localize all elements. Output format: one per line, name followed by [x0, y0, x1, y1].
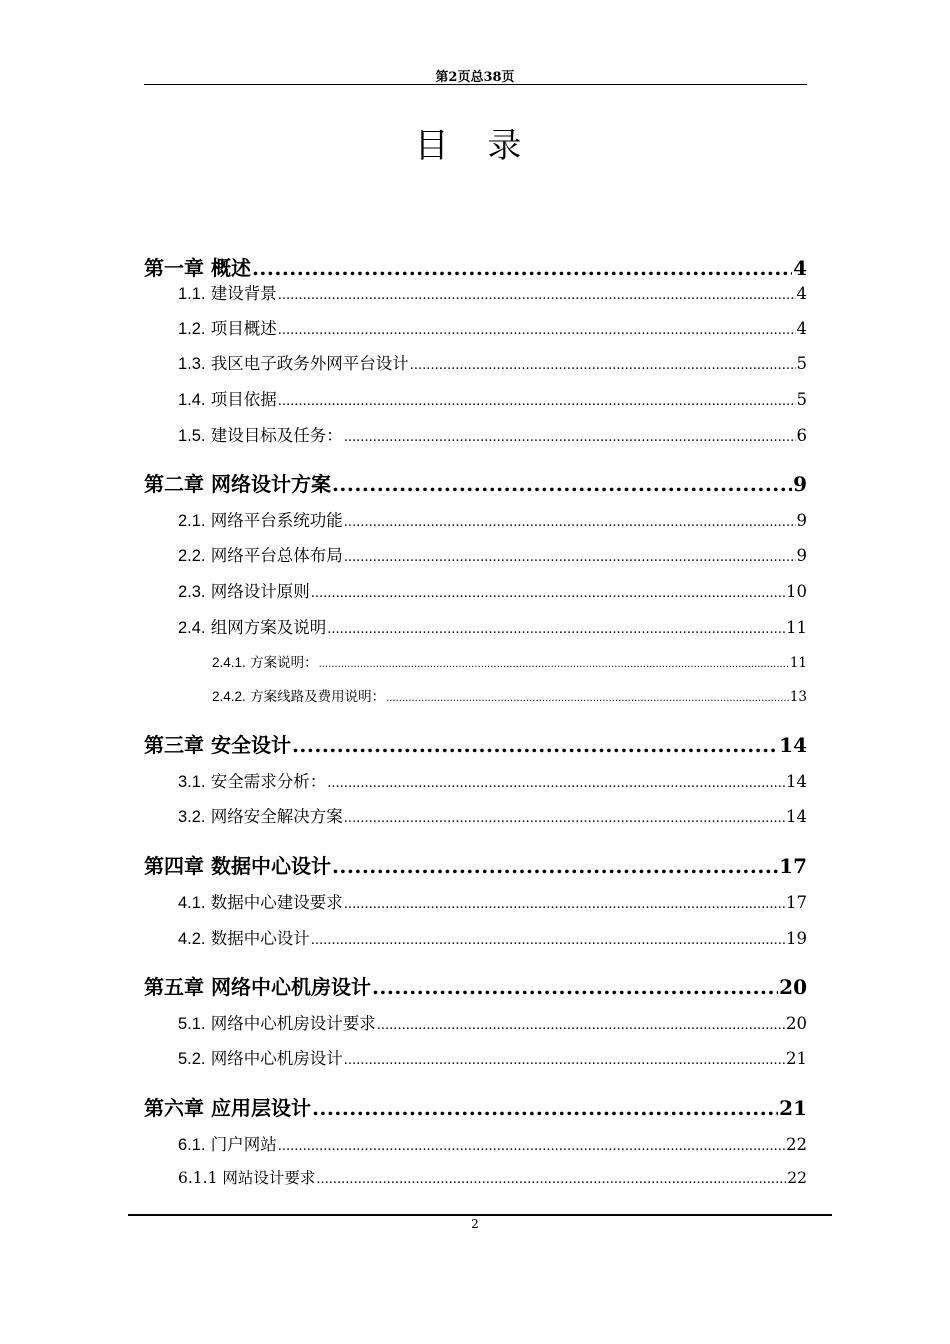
toc-chapter-4[interactable]	[144, 850, 807, 879]
toc-section-3-1[interactable]	[178, 768, 807, 792]
toc-entry-label: 门户网站	[205, 1135, 277, 1154]
toc-leader-dots	[410, 358, 796, 373]
toc-section-6-1[interactable]	[178, 1131, 807, 1155]
toc-page-number: 19	[786, 929, 807, 948]
toc-leader-dots	[278, 323, 796, 338]
toc-section-number: 3.2.	[178, 808, 206, 826]
toc-entry-label: 网络平台系统功能	[205, 511, 343, 530]
toc-entry-label: 网络中心机房设计要求	[205, 1014, 376, 1033]
toc-entry-label: 项目概述	[205, 319, 277, 338]
toc-section-number: 2.3.	[178, 583, 206, 601]
toc-page-number: 22	[787, 1169, 807, 1187]
footer-rule	[128, 1214, 832, 1216]
toc-leader-dots	[311, 933, 785, 948]
toc-page-number: 21	[786, 1049, 807, 1068]
toc-page-number: 9	[796, 511, 807, 530]
toc-entry-label: 数据中心建设要求	[205, 893, 343, 912]
toc-leader-dots	[316, 1172, 786, 1187]
toc-section-number: 2.4.	[178, 619, 206, 637]
toc-section-number: 3.1.	[178, 773, 206, 791]
toc-page-number: 13	[789, 689, 807, 705]
toc-entry-label: 第四章 数据中心设计	[144, 854, 331, 878]
toc-section-number: 1.5.	[178, 427, 206, 445]
toc-chapter-1[interactable]	[144, 252, 807, 281]
toc-leader-dots	[386, 693, 789, 704]
toc-entry-label: 网络中心机房设计	[205, 1049, 343, 1068]
toc-section-number: 6.1.	[178, 1136, 206, 1154]
toc-section-2-3[interactable]	[178, 578, 807, 602]
toc-section-4-1[interactable]	[178, 889, 807, 913]
toc-entry-label: 第三章 安全设计	[144, 733, 291, 757]
toc-section-number: 1.2.	[178, 320, 206, 338]
toc-section-2-1[interactable]	[178, 507, 807, 531]
toc-leader-dots	[278, 1139, 785, 1154]
toc-leader-dots	[311, 586, 785, 601]
toc-section-number: 4.1.	[178, 894, 206, 912]
toc-chapter-5[interactable]	[144, 971, 807, 1000]
toc-entry-label: 我区电子政务外网平台设计	[205, 354, 409, 373]
toc-leader-dots	[332, 472, 792, 496]
toc-chapter-6[interactable]	[144, 1092, 807, 1121]
toc-chapter-3[interactable]	[144, 729, 807, 758]
toc-subsection-2-4-1[interactable]	[212, 651, 807, 671]
toc-page-number: 10	[786, 582, 807, 601]
toc-leader-dots	[312, 1096, 778, 1120]
toc-section-1-4[interactable]	[178, 386, 807, 410]
toc-section-number: 1.3.	[178, 355, 206, 373]
toc-leader-dots	[292, 733, 778, 757]
toc-leader-dots	[327, 776, 785, 791]
toc-entry-label: 数据中心设计	[205, 929, 310, 948]
toc-entry-label: 第一章 概述	[144, 256, 251, 280]
toc-section-2-4[interactable]	[178, 614, 807, 638]
toc-page-number: 6	[796, 426, 807, 445]
toc-page-number: 14	[786, 807, 807, 826]
toc-section-number: 2.2.	[178, 547, 206, 565]
toc-leader-dots	[252, 256, 792, 280]
toc-page-number: 9	[793, 472, 807, 496]
toc-entry-label: 网络平台总体布局	[205, 546, 343, 565]
toc-section-number: 5.2.	[178, 1050, 206, 1068]
toc-page-number: 20	[779, 975, 807, 999]
toc-section-5-1[interactable]	[178, 1010, 807, 1034]
toc-page-number: 21	[779, 1096, 807, 1120]
header-rule	[144, 84, 807, 85]
toc-leader-dots	[344, 550, 796, 565]
toc-leader-dots	[278, 288, 796, 303]
toc-page-number: 11	[786, 618, 807, 637]
toc-leader-dots	[344, 430, 796, 445]
toc-leader-dots	[278, 394, 796, 409]
toc-section-number: 2.4.2.	[212, 689, 246, 704]
page-header: 第2页总38页	[435, 70, 515, 85]
toc-leader-dots	[327, 622, 785, 637]
toc-section-number: 1.1.	[178, 285, 206, 303]
toc-section-1-2[interactable]	[178, 315, 807, 339]
toc-leader-dots	[344, 897, 785, 912]
toc-leader-dots	[332, 854, 778, 878]
toc-section-number: 5.1.	[178, 1015, 206, 1033]
page-title: 目 录	[414, 126, 536, 166]
toc-section-5-2[interactable]	[178, 1045, 807, 1069]
toc-section-1-1[interactable]	[178, 280, 807, 304]
toc-entry-label: 网络设计原则	[205, 582, 310, 601]
toc-entry-label: 网络安全解决方案	[205, 807, 343, 826]
toc-subsection-2-4-2[interactable]	[212, 685, 807, 705]
toc-entry-label: 6.1.1 网站设计要求	[178, 1169, 316, 1187]
toc-entry-label: 项目依据	[205, 390, 277, 409]
toc-leader-dots	[344, 515, 796, 530]
toc-page-number: 17	[779, 854, 807, 878]
toc-section-4-2[interactable]	[178, 925, 807, 949]
toc-leader-dots	[344, 1053, 785, 1068]
toc-page-number: 4	[793, 256, 807, 280]
toc-entry-label: 第五章 网络中心机房设计	[144, 975, 371, 999]
toc-subsection-6-1-1[interactable]	[178, 1166, 807, 1188]
toc-page-number: 4	[796, 319, 807, 338]
toc-entry-label: 第六章 应用层设计	[144, 1096, 311, 1120]
toc-page-number: 22	[786, 1135, 807, 1154]
toc-leader-dots	[344, 811, 785, 826]
toc-leader-dots	[372, 975, 778, 999]
toc-entry-label: 建设目标及任务：	[205, 426, 343, 445]
toc-chapter-2[interactable]	[144, 468, 807, 497]
toc-entry-label: 第二章 网络设计方案	[144, 472, 331, 496]
footer-page-number: 2	[471, 1217, 479, 1231]
toc-section-number: 2.1.	[178, 512, 206, 530]
toc-page-number: 5	[796, 390, 807, 409]
toc-page-number: 11	[789, 655, 807, 671]
toc-page-number: 14	[786, 772, 807, 791]
toc-entry-label: 安全需求分析：	[205, 772, 327, 791]
toc-section-number: 2.4.1.	[212, 655, 246, 670]
toc-page-number: 5	[796, 354, 807, 373]
toc-entry-label: 组网方案及说明	[205, 618, 327, 637]
toc-page-number: 9	[796, 546, 807, 565]
toc-section-3-2[interactable]	[178, 803, 807, 827]
toc-page-number: 20	[786, 1014, 807, 1033]
toc-entry-label: 方案线路及费用说明：	[245, 689, 386, 705]
toc-section-1-3[interactable]	[178, 350, 807, 374]
toc-section-1-5[interactable]	[178, 422, 807, 446]
toc-page-number: 17	[786, 893, 807, 912]
toc-section-2-2[interactable]	[178, 542, 807, 566]
toc-leader-dots	[377, 1018, 785, 1033]
toc-page-number: 4	[796, 284, 807, 303]
toc-entry-label: 建设背景	[205, 284, 277, 303]
toc-section-number: 1.4.	[178, 391, 206, 409]
toc-entry-label: 方案说明：	[245, 655, 318, 671]
toc-page-number: 14	[779, 733, 807, 757]
toc-leader-dots	[319, 659, 789, 670]
toc-section-number: 4.2.	[178, 930, 206, 948]
